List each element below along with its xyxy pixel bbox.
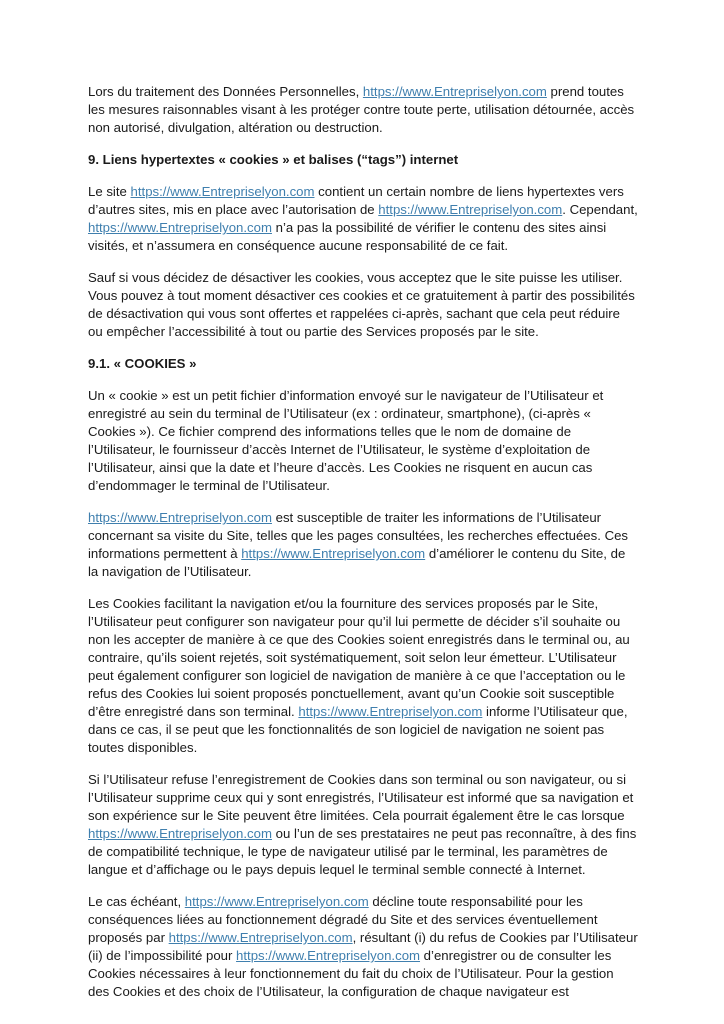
paragraph-hyperlinks (88, 183, 638, 255)
site-link[interactable]: https://www.Entrepriselyon.com (298, 704, 483, 719)
text-segment: informe l’Utilisateur que, dans ce cas, il se peut que les fonctionnalités de son logiciel de navigation ne soient pas toutes disponibles. (88, 704, 628, 755)
text-segment: . Cependant, (562, 202, 638, 217)
text-segment: d’améliorer le contenu du Site, de la navigation de l’Utilisateur. (88, 546, 626, 579)
site-link[interactable]: https://www.Entrepriselyon.com (88, 826, 272, 841)
site-link[interactable]: https://www.Entrepriselyon.com (184, 894, 369, 909)
section-heading-9-1: 9.1. « COOKIES » (88, 356, 197, 371)
section-heading-9: 9. Liens hypertextes « cookies » et balises (“tags”) internet (88, 152, 459, 167)
paragraph-cookie-consent: Sauf si vous décidez de désactiver les cookies, vous acceptez que le site puisse les utiliser. Vous pouvez à tout moment désactiver ces cookies et ce gratuitement à partir des possibilités de désactivation qui vous sont offertes et rappelées ci-après, sachant que cela peut réduire ou empêcher l’accessibilité à tout ou partie des Services proposés par le site. (88, 270, 635, 339)
document-body (88, 83, 638, 1015)
paragraph-cookie-refusal (88, 771, 638, 879)
paragraph-cookie-definition: Un « cookie » est un petit fichier d’information envoyé sur le navigateur de l’Utilisateur et enregistré au sein du terminal de l’Utilisateur (ex : ordinateur, smartphone), (ci-après « Cookies »). Ce fichier comprend des informations telles que le nom de domaine de l’Utilisateur, le fournisseur d’accès Internet de l’Utilisateur, le système d’exploitation de l’Utilisateur, ainsi que la date et l’heure d’accès. Les Cookies ne risquent en aucun cas d’endommager le terminal de l’Utilisateur. (88, 388, 604, 493)
text-segment: , résultant (i) du refus de Cookies par l’Utilisateur (ii) de l’impossibilité pour (88, 930, 638, 963)
site-link[interactable]: https://www.Entrepriselyon.com (88, 510, 272, 525)
text-segment: Si l’Utilisateur refuse l’enregistrement de Cookies dans son terminal ou son navigateur, ou si l’Utilisateur supprime ceux qui y sont enregistrés, l’Utilisateur est informé que sa navigation et son expérience sur le Site peuvent être limitées. Cela pourrait également être le cas lorsque (88, 772, 634, 823)
site-link[interactable]: https://www.Entrepriselyon.com (130, 184, 315, 199)
text-segment: contient un certain nombre de liens hypertextes vers d’autres sites, mis en place avec l’autorisation de (88, 184, 624, 217)
text-segment: décline toute responsabilité pour les conséquences liées au fonctionnement dégradé du Site et des services éventuellement proposés par (88, 894, 598, 945)
paragraph-data-protection (88, 83, 638, 137)
text-segment: d’enregistrer ou de consulter les Cookies nécessaires à leur fonctionnement du fait du choix de l’Utilisateur. Pour la gestion des Cookies et des choix de l’Utilisateur, la configuration de chaque navigateur est (88, 948, 614, 999)
site-link[interactable]: https://www.Entrepriselyon.com (236, 948, 421, 963)
site-link[interactable]: https://www.Entrepriselyon.com (378, 202, 563, 217)
paragraph-liability (88, 893, 638, 1001)
site-link[interactable]: https://www.Entrepriselyon.com (362, 84, 547, 99)
text-segment: Le site (88, 184, 131, 199)
text-segment: n’a pas la possibilité de vérifier le contenu des sites ainsi visités, et n’assumera en conséquence aucune responsabilité de ce fait. (88, 220, 607, 253)
text-segment: Lors du traitement des Données Personnelles, (88, 84, 363, 99)
paragraph-visit-info (88, 509, 638, 581)
text-segment: est susceptible de traiter les informations de l’Utilisateur concernant sa visite du Site, telles que les pages consultées, les recherches effectuées. Ces informations permettent à (88, 510, 629, 561)
text-segment: ou l’un de ses prestataires ne peut pas reconnaître, à des fins de compatibilité technique, le type de navigateur utilisé par le terminal, les paramètres de langue et d’affichage ou le pays depuis lequel le terminal semble connecté à Internet. (88, 826, 637, 877)
text-segment: prend toutes les mesures raisonnables visant à les protéger contre toute perte, utilisation détournée, accès non autorisé, divulgation, altération ou destruction. (88, 84, 635, 135)
site-link[interactable]: https://www.Entrepriselyon.com (168, 930, 353, 945)
paragraph-browser-config (88, 595, 638, 757)
text-segment: Les Cookies facilitant la navigation et/ou la fourniture des services proposés par le Site, l’Utilisateur peut configurer son navigateur pour qu’il lui permette de décider s’il souhaite ou non les accepter de manière à ce que des Cookies soient enregistrés dans le terminal ou, au contraire, qu’ils soient rejetés, soit systématiquement, soit selon leur émetteur. L’Utilisateur peut également configurer son logiciel de navigation de manière à ce que l’acceptation ou le refus des Cookies lui soient proposés ponctuellement, avant qu’un Cookie soit susceptible d’être enregistré dans son terminal. (88, 596, 630, 719)
site-link[interactable]: https://www.Entrepriselyon.com (88, 220, 272, 235)
text-segment: Le cas échéant, (88, 894, 185, 909)
site-link[interactable]: https://www.Entrepriselyon.com (241, 546, 426, 561)
